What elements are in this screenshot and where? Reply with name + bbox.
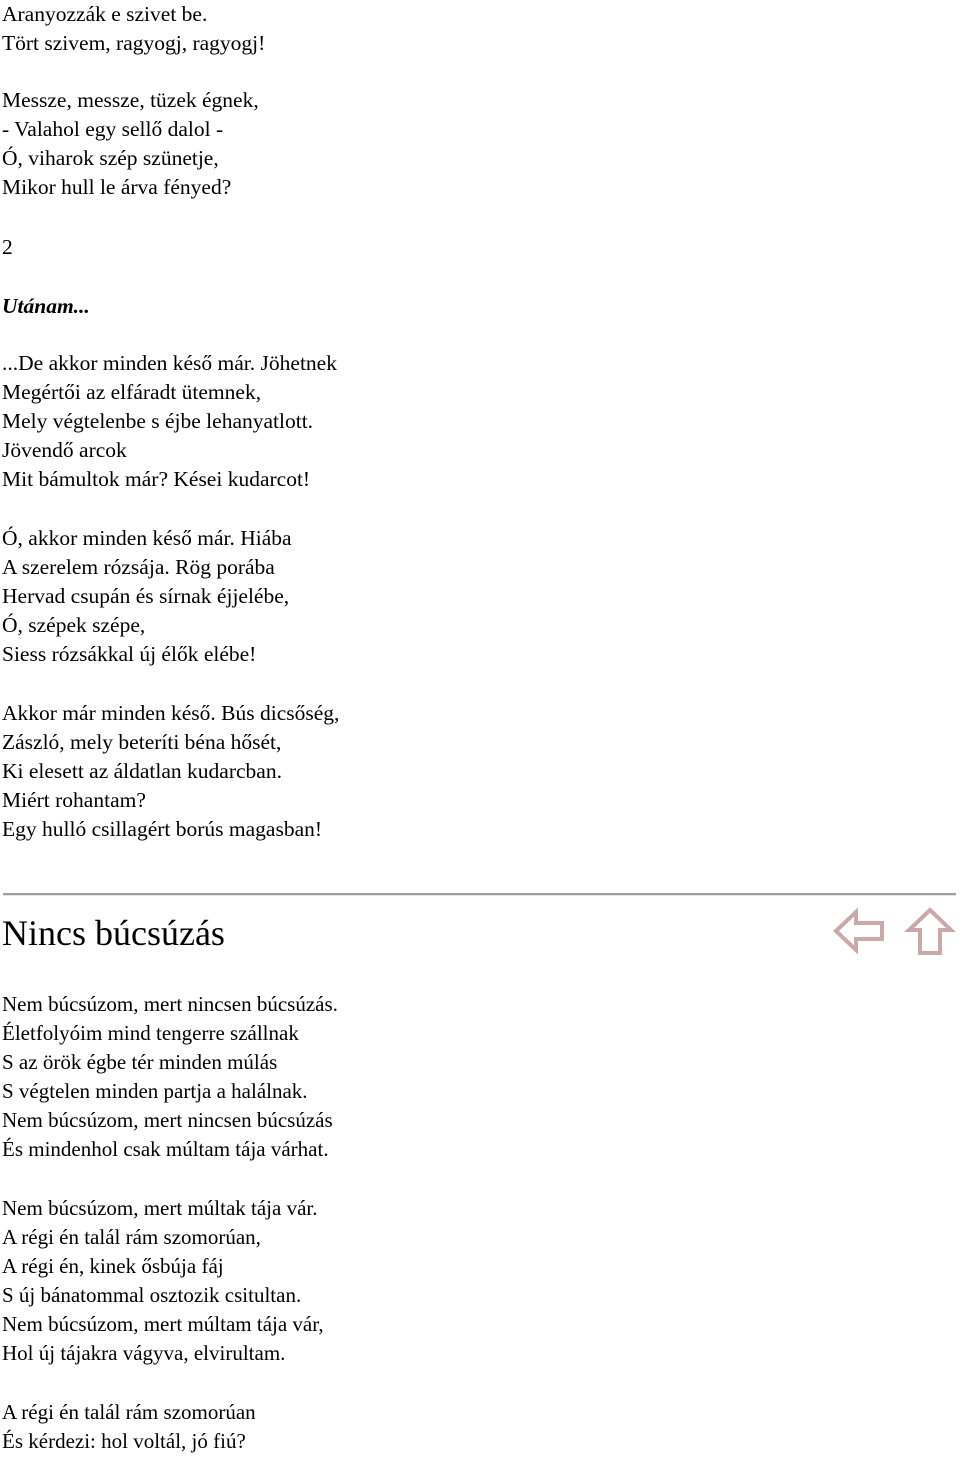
horizontal-divider: [3, 893, 956, 896]
poem-line: Mit bámultok már? Kései kudarcot!: [2, 467, 311, 491]
poem-line: Miért rohantam?: [2, 788, 146, 812]
poem-line: Akkor már minden késő. Bús dicsőség,: [2, 701, 340, 725]
poem-line: Egy hulló csillagért borús magasban!: [2, 817, 323, 841]
poem-line: S az örök égbe tér minden múlás: [2, 1050, 278, 1074]
poem-line: És mindenhol csak múltam tája várhat.: [2, 1137, 329, 1161]
poem-line: Megértői az elfáradt ütemnek,: [2, 380, 262, 404]
poem-line: Nem búcsúzom, mert nincsen búcsúzás: [2, 1108, 333, 1132]
poem-line: Aranyozzák e szivet be.: [2, 2, 208, 26]
up-arrow-icon: [903, 906, 957, 956]
poem-line: Tört szivem, ragyogj, ragyogj!: [2, 31, 266, 55]
poem-line: S új bánatommal osztozik csitultan.: [2, 1283, 302, 1307]
poem-line: A régi én, kinek ősbúja fáj: [2, 1254, 224, 1278]
back-button[interactable]: [832, 906, 886, 956]
poem-line: ...De akkor minden késő már. Jöhetnek: [2, 351, 337, 375]
poem-line: A szerelem rózsája. Rög porába: [2, 555, 275, 579]
poem-line: A régi én talál rám szomorúan: [2, 1400, 256, 1424]
poem-line: Ó, szépek szépe,: [2, 613, 146, 637]
poem-line: Hol új tájakra vágyva, elvirultam.: [2, 1341, 286, 1365]
section-number: 2: [2, 235, 13, 259]
poem-line: Nem búcsúzom, mert nincsen búcsúzás.: [2, 992, 338, 1016]
up-button[interactable]: [903, 906, 957, 956]
poem-line: Ó, akkor minden késő már. Hiába: [2, 526, 292, 550]
section-title: Nincs búcsúzás: [2, 913, 225, 953]
poem-line: És kérdezi: hol voltál, jó fiú?: [2, 1429, 246, 1453]
poem-line: Ó, viharok szép szünetje,: [2, 146, 219, 170]
poem-line: A régi én talál rám szomorúan,: [2, 1225, 261, 1249]
poem-line: Mikor hull le árva fényed?: [2, 175, 232, 199]
poem-line: Messze, messze, tüzek égnek,: [2, 88, 259, 112]
poem-line: Hervad csupán és sírnak éjjelébe,: [2, 584, 290, 608]
poem-line: Életfolyóim mind tengerre szállnak: [2, 1021, 299, 1045]
poem-line: Siess rózsákkal új élők elébe!: [2, 642, 257, 666]
poem-line: Ki elesett az áldatlan kudarcban.: [2, 759, 282, 783]
poem-line: Mely végtelenbe s éjbe lehanyatlott.: [2, 409, 314, 433]
poem-line: Zászló, mely beteríti béna hősét,: [2, 730, 282, 754]
poem-subtitle: Utánam...: [2, 294, 90, 318]
left-arrow-icon: [832, 906, 886, 956]
poem-line: - Valahol egy sellő dalol -: [2, 117, 224, 141]
poem-line: Jövendő arcok: [2, 438, 127, 462]
poem-line: Nem búcsúzom, mert múltak tája vár.: [2, 1196, 318, 1220]
poem-line: S végtelen minden partja a halálnak.: [2, 1079, 308, 1103]
poem-line: Nem búcsúzom, mert múltam tája vár,: [2, 1312, 324, 1336]
